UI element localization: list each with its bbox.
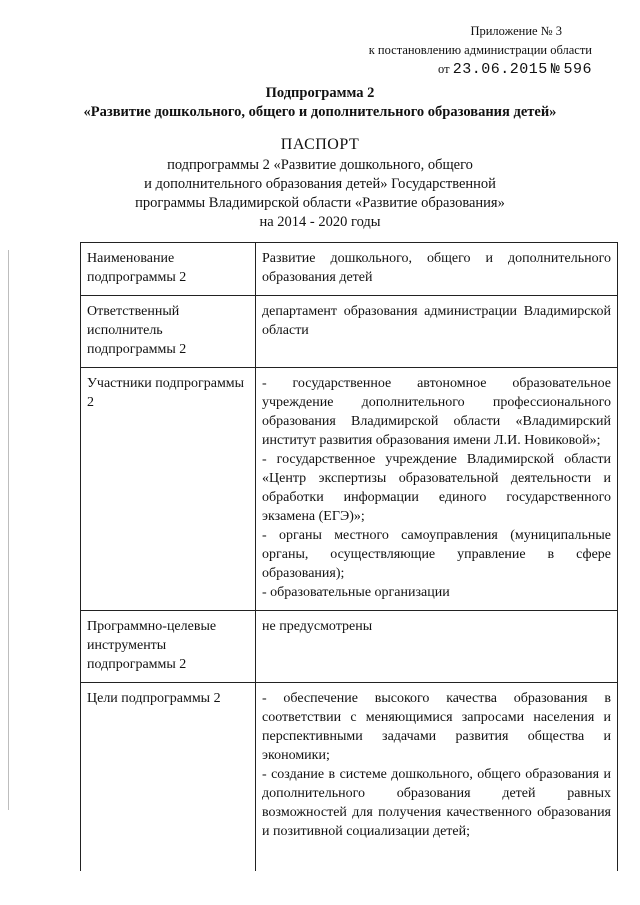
passport-line-4: на 2014 - 2020 годы	[259, 214, 381, 230]
row-paragraph: Развитие дошкольного, общего и дополнительного образования детей	[262, 251, 611, 285]
passport-line-1: подпрограммы 2 «Развитие дошкольного, общего	[167, 157, 473, 173]
row-paragraph: - создание в системе дошкольного, общего образования и дополнительного образования детей равных возможностей для получения качественного образования и позитивной социализации детей;	[262, 767, 611, 839]
resolution-number: 596	[563, 61, 592, 78]
resolution-date: 23.06.2015	[452, 61, 548, 78]
table-row	[81, 368, 618, 611]
table-row	[81, 611, 618, 683]
appendix-date-line	[300, 60, 592, 79]
row-paragraph: - образовательные организации	[262, 585, 450, 600]
row-paragraph: - государственное учреждение Владимирской области «Центр экспертизы образовательной деятельности и обработки информации единого государственного экзамена (ЕГЭ)»;	[262, 452, 611, 524]
passport-table	[80, 242, 618, 871]
subprogram-title: Подпрограмма 2	[265, 85, 375, 101]
table-row	[81, 683, 618, 872]
subprogram-name: «Развитие дошкольного, общего и дополнительного образования детей»	[83, 104, 557, 120]
table-row	[81, 296, 618, 368]
row-value	[256, 243, 618, 296]
row-label: Программно-целевые инструменты подпрограммы 2	[81, 611, 256, 683]
row-paragraph: не предусмотрены	[262, 619, 373, 634]
scan-edge-line	[8, 250, 9, 810]
row-value	[256, 296, 618, 368]
appendix-header	[300, 22, 592, 79]
subprogram-title-block	[40, 84, 600, 122]
row-label: Наименование подпрограммы 2	[81, 243, 256, 296]
passport-heading: ПАСПОРТ	[280, 136, 360, 153]
row-value	[256, 611, 618, 683]
passport-line-3: программы Владимирской области «Развитие образования»	[135, 195, 505, 211]
table-row	[81, 243, 618, 296]
appendix-number: Приложение № 3	[470, 24, 562, 38]
appendix-resolution-ref: к постановлению администрации области	[368, 43, 592, 57]
passport-line-2: и дополнительного образования детей» Государственной	[144, 176, 496, 192]
row-label: Цели подпрограммы 2	[81, 683, 256, 872]
row-paragraph: - органы местного самоуправления (муниципальные органы, осуществляющие управление в сфере образования);	[262, 528, 611, 581]
row-value	[256, 683, 618, 872]
number-sign: №	[550, 61, 561, 78]
row-label: Участники подпрограммы 2	[81, 368, 256, 611]
row-value	[256, 368, 618, 611]
row-label: Ответственный исполнитель подпрограммы 2	[81, 296, 256, 368]
row-paragraph: департамент образования администрации Владимирской области	[262, 304, 611, 338]
date-prefix: от	[438, 62, 450, 76]
passport-heading-block	[40, 135, 600, 232]
row-paragraph: - государственное автономное образовательное учреждение дополнительного профессионального образования Владимирской области «Владимирский институт развития образования имени Л.И. Новиковой»;	[262, 376, 611, 448]
row-paragraph: - обеспечение высокого качества образования в соответствии с меняющимися запросами населения и перспективными задачами развития общества и экономики;	[262, 691, 611, 763]
